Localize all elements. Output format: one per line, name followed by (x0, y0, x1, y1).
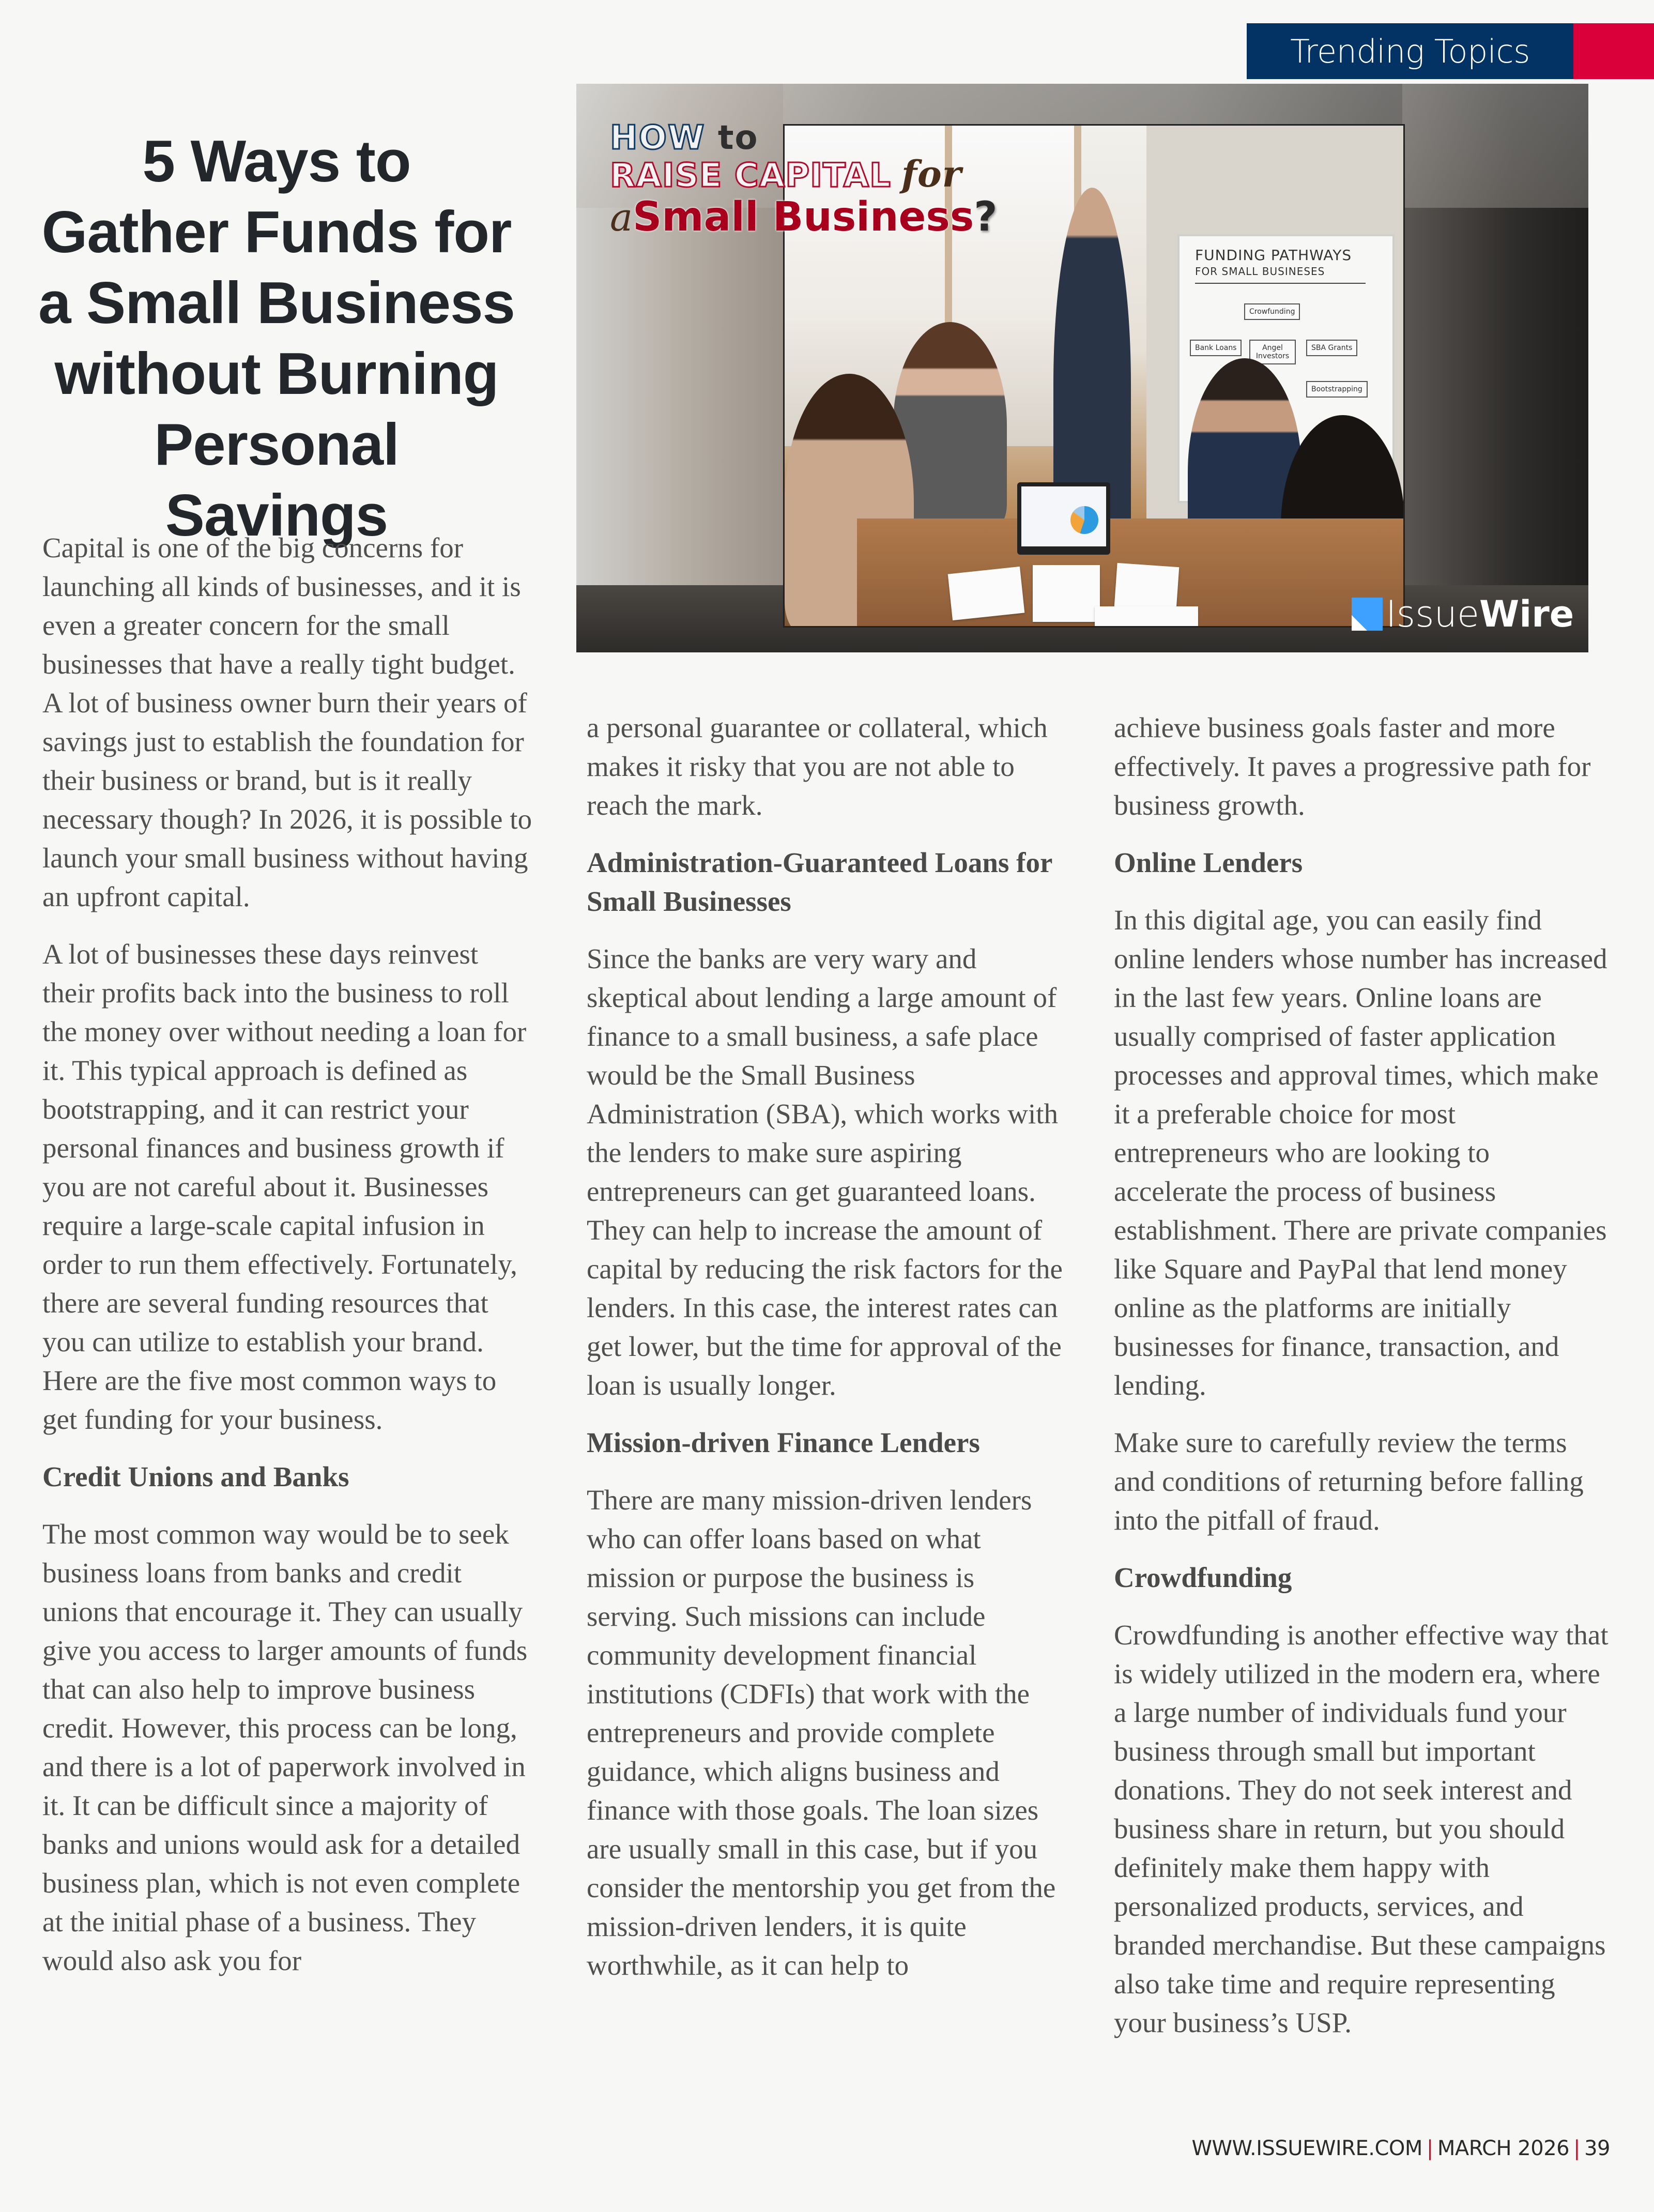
paragraph: Since the banks are very wary and skeptical about lending a large amount of finance to a small business, a safe place would be the Small Business Administration (SBA), which works with the lenders to make sure aspiring entrepreneurs can get guaranteed loans. They can help to increase the amount of capital by reducing the risk factors for the lenders. In this case, the interest rates can get lower, but the time for approval of the loan is usually longer. (587, 943, 1063, 1401)
paragraph: Make sure to carefully review the terms and conditions of returning before falling into the pitfall of fraud. (1114, 1427, 1584, 1536)
whiteboard: FUNDING PATHWAYS FOR SMALL BUSINESES Crowfunding Bank Loans Angel Investors SBA Grants Bootstrapping (1177, 234, 1395, 503)
article-column-1 (42, 528, 533, 1999)
title-line: Personal (154, 412, 399, 478)
paragraph: a personal guarantee or collateral, which makes it risky that you are not able to reach the mark. (587, 712, 1048, 821)
website-url: WWW.ISSUEWIRE.COM (1191, 2137, 1422, 2160)
hero-headline: HOW to RAISE CAPITAL for aSmall Business? (610, 119, 998, 240)
paragraph: Crowdfunding is another effective way that is widely utilized in the modern era, where a large number of individuals fund your business through small but important donations. They do not seek interest and business share in return, but you should definitely make them happy with personalized products, services, and branded merchandise. But these campaigns also take time and require representing your business’s USP. (1114, 1619, 1609, 2038)
title-line: a Small Business (38, 270, 515, 337)
hero-image (576, 84, 1588, 652)
section-heading: Online Lenders (1114, 847, 1303, 878)
section-heading: Administration-Guaranteed Loans for Small Businesses (587, 847, 1052, 917)
banner-accent (1573, 23, 1654, 79)
article-title (31, 126, 522, 551)
title-line: 5 Ways to (142, 129, 411, 195)
issuewire-logo: Issue Wire (1352, 593, 1574, 635)
title-line: Savings (165, 483, 388, 549)
pie-chart-graphic (1070, 506, 1098, 534)
issue-date: MARCH 2026 (1437, 2137, 1570, 2160)
footer-separator: | (1573, 2137, 1581, 2160)
paragraph: In this digital age, you can easily find online lenders whose number has increased in the last few years. Online loans are usually comprised of faster application processes and approval times, which make it a preferable choice for most entrepreneurs who are looking to accelerate the process of business establishment. There are private companies like Square and PayPal that lend money online as the platforms are initially businesses for finance, transaction, and lending. (1114, 904, 1607, 1401)
section-banner (1247, 23, 1654, 79)
footer-separator: | (1426, 2137, 1433, 2160)
section-heading: Mission-driven Finance Lenders (587, 1427, 980, 1458)
paragraph: The most common way would be to seek business loans from banks and credit unions that encourage it. They can usually give you access to larger amounts of funds that can also help to improve business credit. However, this process can be long, and there is a lot of paperwork involved in it. It can be difficult since a majority of banks and unions would ask for a detailed business plan, which is not even complete at the initial phase of a business. They would also ask you for (42, 1518, 528, 1976)
paragraph: A lot of businesses these days reinvest their profits back into the business to roll the money over without needing a loan for it. This typical approach is defined as bootstrapping, and it can restrict your personal finances and business growth if you are not careful about it. Businesses require a large-scale capital infusion in order to run them effectively. Fortunately, there are several funding resources that you can utilize to establish your brand. Here are the five most common ways to get funding for your business. (42, 938, 527, 1435)
page-footer (1191, 2137, 1610, 2160)
section-label: Trending Topics (1247, 23, 1573, 79)
section-heading: Credit Unions and Banks (42, 1461, 349, 1492)
paragraph: There are many mission-driven lenders who can offer loans based on what mission or purpose the business is serving. Such missions can include community development financial institutions (CDFIs) that work with the entrepreneurs and provide complete guidance, which aligns business and finance with those goals. The loan sizes are usually small in this case, but if you consider the mentorship you get from the mission-driven lenders, it is quite worthwhile, as it can help to (587, 1484, 1056, 1981)
title-line: without Burning (54, 341, 499, 407)
page-number: 39 (1584, 2137, 1610, 2160)
section-heading: Crowdfunding (1114, 1562, 1292, 1593)
title-line: Gather Funds for (41, 200, 512, 266)
laptop (1017, 482, 1110, 555)
article-column-3 (1114, 708, 1610, 2061)
article-column-2 (587, 708, 1067, 2003)
issuewire-pen-icon (1352, 598, 1383, 631)
paragraph: achieve business goals faster and more effectively. It paves a progressive path for business growth. (1114, 712, 1591, 821)
paragraph: Capital is one of the big concerns for launching all kinds of businesses, and it is even a greater concern for the small businesses that have a really tight budget. A lot of business owner burn their years of savings just to establish the foundation for their business or brand, but is it really necessary though? In 2026, it is possible to launch your small business without having an upfront capital. (42, 532, 532, 912)
